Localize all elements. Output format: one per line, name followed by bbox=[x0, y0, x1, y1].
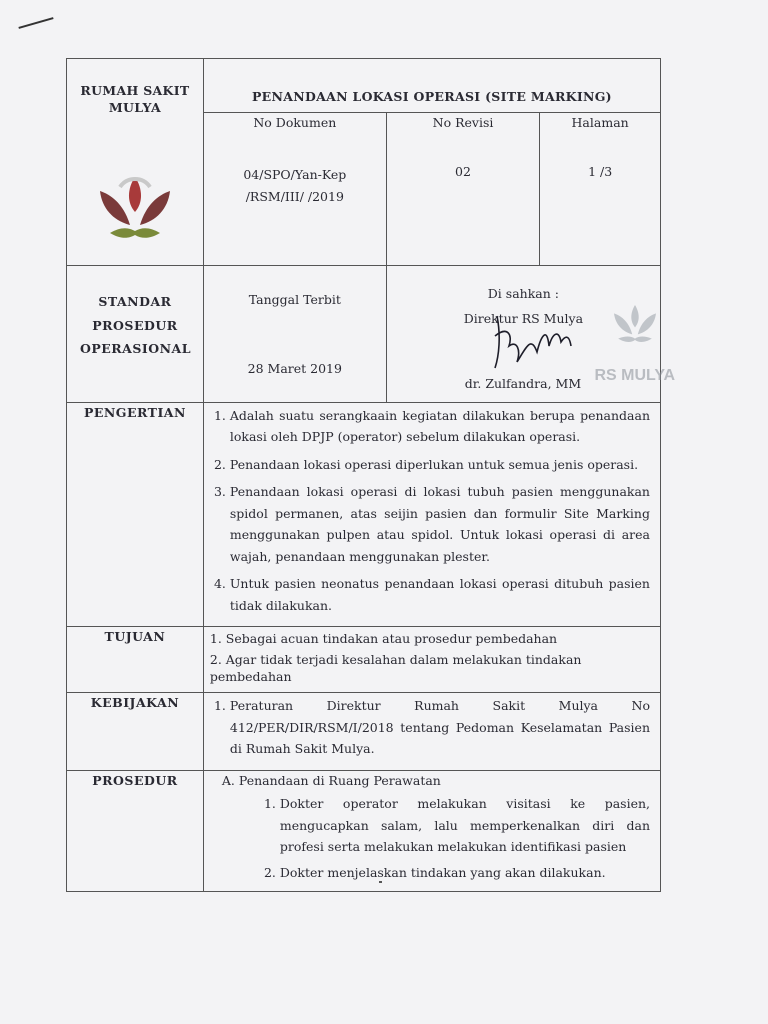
revision-label: No Revisi bbox=[432, 114, 494, 130]
list-item: 2. Dokter menjelaskan tindakan yang akan dilakukan. bbox=[280, 862, 650, 884]
revision-value: 02 bbox=[455, 163, 471, 179]
institution-cell bbox=[67, 59, 204, 266]
list-item: 1. Dokter operator melakukan visitasi ke pasien, mengucapkan salam, lalu memperkenalkan diri dan profesi serta melakukan melakukan identifikasi pasien bbox=[280, 793, 650, 858]
signature-icon bbox=[487, 306, 577, 376]
list-item: 1. Adalah suatu serangkaain kegiatan dilakukan berupa penandaan lokasi oleh DPJP (operator) sebelum dilakukan operasi. bbox=[230, 405, 650, 448]
stamp-text: RS MULYA bbox=[594, 366, 676, 384]
pengertian-list bbox=[210, 405, 650, 617]
tujuan-label: TUJUAN bbox=[67, 627, 204, 693]
issue-date-label: Tanggal Terbit bbox=[248, 291, 341, 307]
prosedur-subheading: A. Penandaan di Ruang Perawatan bbox=[221, 772, 441, 788]
stamp-logo-icon bbox=[585, 298, 685, 368]
hospital-stamp bbox=[585, 298, 685, 398]
scan-dot bbox=[379, 881, 382, 883]
pengertian-label: PENGERTIAN bbox=[67, 402, 204, 627]
institution-name: RUMAH SAKIT MULYA bbox=[80, 83, 190, 115]
scan-mark bbox=[18, 17, 53, 29]
doc-number-cell bbox=[203, 112, 386, 265]
hospital-logo-icon bbox=[90, 157, 180, 247]
list-item: 1. Sebagai acuan tindakan atau prosedur pembedahan bbox=[209, 631, 558, 647]
kebijakan-list bbox=[210, 695, 650, 760]
issue-date-cell bbox=[203, 265, 386, 402]
approver-title: Direktur RS Mulya bbox=[463, 310, 584, 326]
prosedur-content bbox=[203, 770, 660, 892]
standard-label: STANDAR PROSEDUR OPERASIONAL bbox=[79, 293, 192, 357]
standard-label-cell bbox=[67, 265, 204, 402]
approval-cell bbox=[386, 265, 676, 402]
kebijakan-label: KEBIJAKAN bbox=[67, 693, 204, 771]
approved-label: Di sahkan : bbox=[487, 285, 559, 301]
list-item: 3. Penandaan lokasi operasi di lokasi tubuh pasien menggunakan spidol permanen, atas seijin pasien dan formulir Site Marking menggunakan pulpen atau spidol. Untuk lokasi operasi di area wajah, penandaan menggunakan plester. bbox=[230, 481, 650, 567]
page-value: 1 /3 bbox=[588, 163, 613, 179]
issue-date-value: 28 Maret 2019 bbox=[247, 360, 342, 376]
spo-document-table bbox=[66, 58, 676, 892]
kebijakan-content bbox=[203, 693, 660, 771]
list-item: 2. Penandaan lokasi operasi diperlukan untuk semua jenis operasi. bbox=[230, 454, 650, 476]
page-label: Halaman bbox=[571, 114, 629, 130]
revision-cell bbox=[386, 112, 539, 265]
document-title: PENANDAAN LOKASI OPERASI (SITE MARKING) bbox=[203, 59, 660, 113]
doc-number-label: No Dokumen bbox=[253, 114, 337, 130]
list-item: 2. Agar tidak terjadi kesalahan dalam melakukan tindakan pembedahan bbox=[209, 652, 582, 685]
pengertian-content bbox=[203, 402, 660, 627]
list-item: 4. Untuk pasien neonatus penandaan lokasi operasi ditubuh pasien tidak dilakukan. bbox=[230, 573, 650, 616]
prosedur-label: PROSEDUR bbox=[67, 770, 204, 892]
prosedur-steps bbox=[210, 793, 650, 883]
doc-number-value: 04/SPO/Yan-Kep /RSM/III/ /2019 bbox=[243, 166, 347, 205]
list-item: 1. Peraturan Direktur Rumah Sakit Mulya No 412/PER/DIR/RSM/I/2018 tentang Pedoman Keselamatan Pasien di Rumah Sakit Mulya. bbox=[230, 695, 650, 760]
approver-name: dr. Zulfandra, MM bbox=[464, 375, 582, 391]
page-cell bbox=[540, 112, 661, 265]
tujuan-content bbox=[203, 627, 660, 693]
